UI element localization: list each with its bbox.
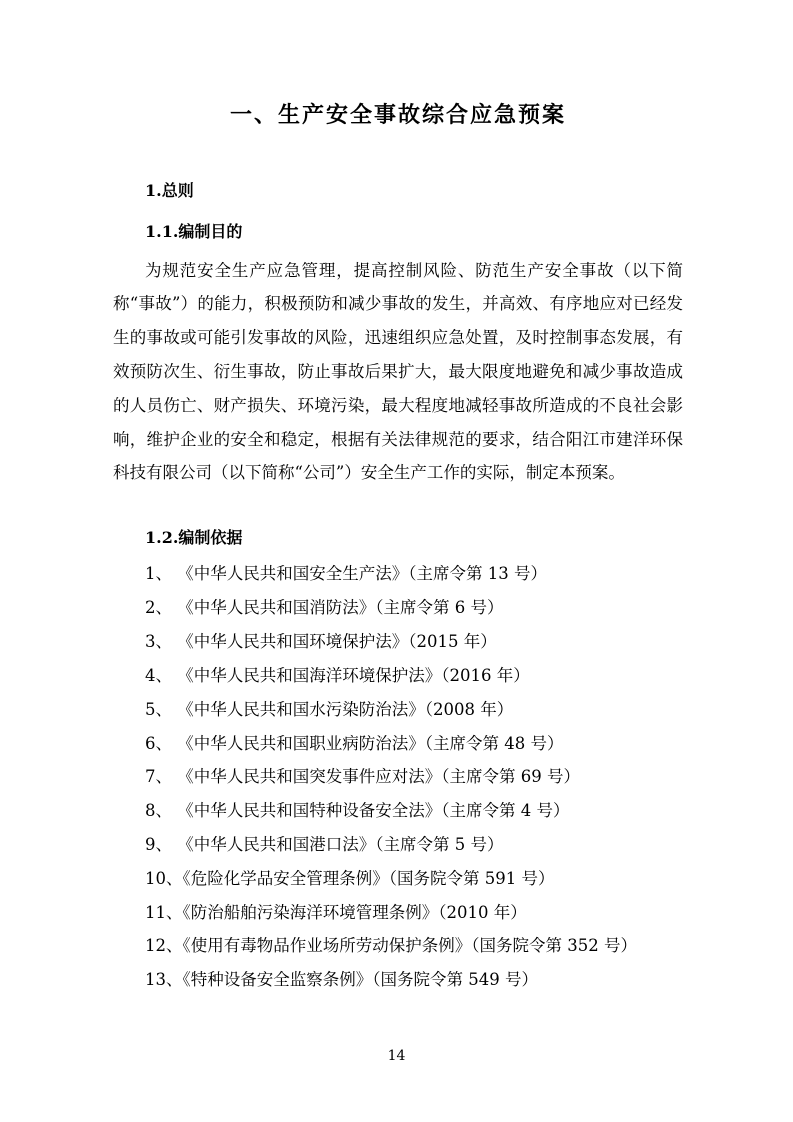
list-item: 5、 《中华人民共和国水污染防治法》（2008 年） xyxy=(145,699,514,719)
list-item: 3、 《中华人民共和国环境保护法》（2015 年） xyxy=(145,632,497,652)
list-item: 1、 《中华人民共和国安全生产法》（主席令第 13 号） xyxy=(145,564,547,584)
list-item: 8、 《中华人民共和国特种设备安全法》（主席令第 4 号） xyxy=(145,801,570,821)
list-item: 9、 《中华人民共和国港口法》（主席令第 5 号） xyxy=(145,834,504,854)
list-item: 7、 《中华人民共和国突发事件应对法》（主席令第 69 号） xyxy=(145,767,580,787)
list-item: 4、 《中华人民共和国海洋环境保护法》（2016 年） xyxy=(145,665,530,685)
page-number: 14 xyxy=(387,1048,406,1064)
list-item: 12、《使用有毒物品作业场所劳动保护条例》（国务院令第 352 号） xyxy=(145,936,637,956)
heading-general: 1.总则 xyxy=(145,181,194,201)
heading-purpose: 1.1.编制目的 xyxy=(145,222,243,242)
list-item: 6、 《中华人民共和国职业病防治法》（主席令第 48 号） xyxy=(145,733,564,753)
document-body xyxy=(113,80,683,997)
paragraph-purpose: 为规范安全生产应急管理，提高控制风险、防范生产安全事故（以下简称“事故”）的能力，积极预防和减少事故的发生，并高效、有序地应对已经发生的事故或可能引发事故的风险，迅速组织应急处置，及时控制事态发展，有效预防次生、衍生事故，防止事故后果扩大，最大限度地避免和减少事故造成的人员伤亡、财产损失、环境污染，最大程度地减轻事故所造成的不良社会影响，维护企业的安全和稳定，根据有关法律规范的要求，结合阳江市建洋环保科技有限公司（以下简称“公司”）安全生产工作的实际，制定本预案。 xyxy=(113,260,683,483)
basis-list xyxy=(113,557,683,997)
list-item: 2、 《中华人民共和国消防法》（主席令第 6 号） xyxy=(145,598,504,618)
list-item: 13、《特种设备安全监察条例》（国务院令第 549 号） xyxy=(145,970,538,990)
list-item: 11、《防治船舶污染海洋环境管理条例》（2010 年） xyxy=(145,902,527,922)
heading-basis: 1.2.编制依据 xyxy=(145,528,243,548)
page-title: 一、生产安全事故综合应急预案 xyxy=(229,102,566,128)
list-item: 10、《危险化学品安全管理条例》（国务院令第 591 号） xyxy=(145,868,555,888)
